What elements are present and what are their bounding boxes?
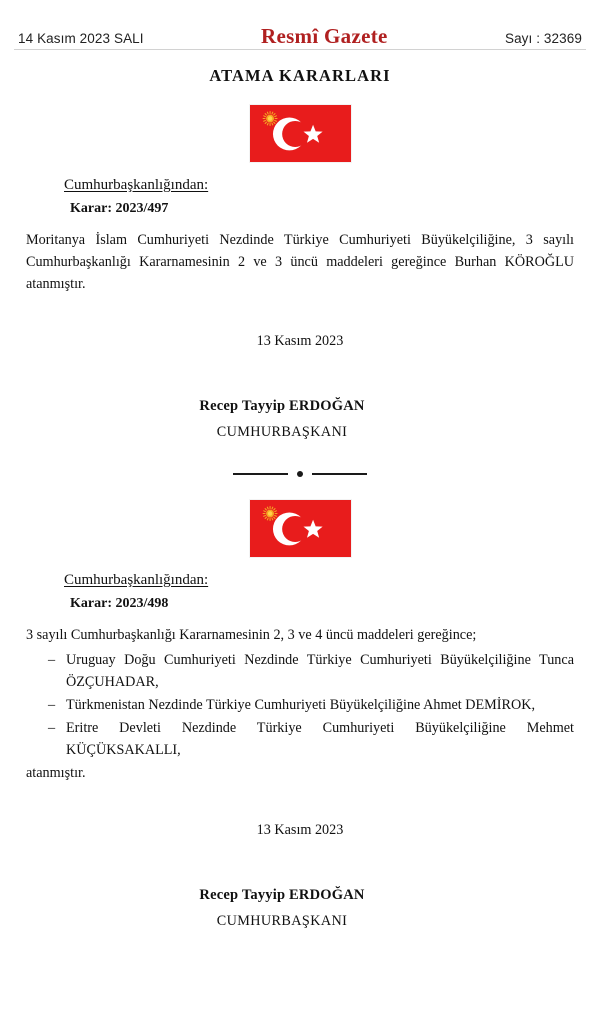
divider-line-left: [233, 473, 288, 475]
appointee-text: Uruguay Doğu Cumhuriyeti Nezdinde Türkiye Cumhuriyeti Büyükelçiliğine Tunca ÖZÇUHADAR,: [66, 652, 574, 690]
signatory-title-2: CUMHURBAŞKANI: [216, 913, 348, 929]
signatory-name-2: Recep Tayyip ERDOĞAN: [199, 887, 365, 903]
decision-block-1: [0, 163, 600, 441]
flag-container-2: [0, 499, 600, 558]
flag-container-1: [0, 104, 600, 163]
decision-intro-2: 3 sayılı Cumhurbaşkanlığı Kararnamesinin 2, 3 ve 4 üncü maddeleri gereğince;: [26, 627, 477, 643]
signature-block-1: [26, 398, 574, 441]
decision-number-1: Karar: 2023/497: [70, 201, 169, 216]
decision-closing-2: atanmıştır.: [26, 765, 86, 781]
decision-body-1: Moritanya İslam Cumhuriyeti Nezdinde Türkiye Cumhuriyeti Büyükelçiliğine, 3 sayılı Cumhurbaşkanlığı Kararnamesinin 2 ve 3 üncü maddeleri gereğince Burhan KÖROĞLU atanmıştır.: [26, 232, 574, 292]
issuer-label-2: Cumhurbaşkanlığından:: [64, 572, 209, 588]
signatory-name-1: Recep Tayyip ERDOĞAN: [199, 398, 365, 414]
divider-line-right: [312, 473, 367, 475]
list-dash-icon: –: [48, 652, 56, 668]
decision-number-2: Karar: 2023/498: [70, 596, 169, 611]
signature-block-2: [26, 887, 574, 930]
decision-block-2: [0, 558, 600, 930]
turkish-flag-icon: [249, 104, 352, 163]
masthead-issue-number: Sayı : 32369: [504, 31, 582, 46]
list-dash-icon: –: [48, 697, 56, 713]
issuer-label-1: Cumhurbaşkanlığından:: [64, 177, 209, 193]
decision-date-1: 13 Kasım 2023: [256, 333, 344, 349]
appointee-text: Eritre Devleti Nezdinde Türkiye Cumhuriyeti Büyükelçiliğine Mehmet KÜÇÜKSAKALLI,: [66, 720, 574, 758]
appointee-list: [26, 649, 574, 761]
masthead-date: 14 Kasım 2023 SALI: [18, 31, 144, 46]
masthead-divider-rule: [14, 49, 586, 50]
issuer-row-2: [26, 558, 574, 589]
list-item: [48, 694, 574, 716]
list-dash-icon: –: [48, 720, 56, 736]
section-divider: [0, 471, 600, 477]
list-item: [48, 717, 574, 761]
decision-date-2: 13 Kasım 2023: [256, 822, 344, 838]
appointee-text: Türkmenistan Nezdinde Türkiye Cumhuriyeti Büyükelçiliğine Ahmet DEMİROK,: [66, 697, 536, 713]
list-item: [48, 649, 574, 693]
masthead: [0, 0, 600, 46]
divider-dot-icon: [297, 471, 303, 477]
issuer-row-1: [26, 163, 574, 194]
signatory-title-1: CUMHURBAŞKANI: [216, 424, 348, 440]
turkish-flag-icon: [249, 499, 352, 558]
page-title: ATAMA KARARLARI: [209, 66, 391, 85]
masthead-title: Resmî Gazete: [260, 24, 388, 48]
